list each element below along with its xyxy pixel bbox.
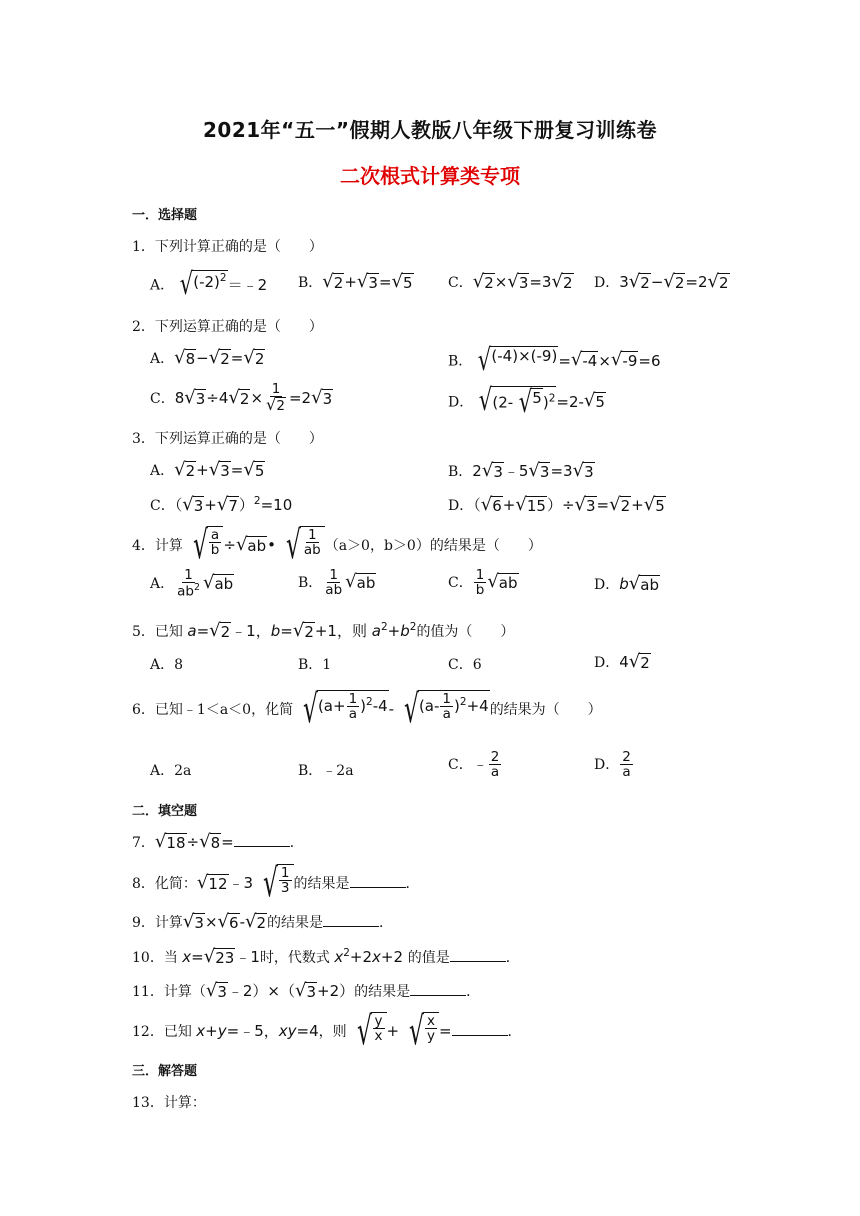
q3-option-c: C．（ √ 3 + √ 7 ）$^2$=10	[150, 493, 293, 515]
question-7: 7． √ 18 ÷ √ 8 = ．	[132, 830, 304, 852]
q6-option-a: A．2a	[150, 763, 192, 779]
answer-blank[interactable]	[452, 1023, 508, 1036]
question-11: 11．计算（ √ 3 ﹣2）×（ √ 3 +2）的结果是 ．	[132, 979, 481, 1001]
question-12: 12．已知 x+y=﹣5，xy=4，则 √ $\frac{y}{x}$ + √ $\frac{x}{y}$ = ．	[132, 1009, 522, 1054]
question-4-stem: 4．计算 √ $\frac{a}{b}$ ÷ √ ab • √ $\frac{1}{ab}$ （a＞0，b＞0）的结果是（ ）	[132, 523, 542, 568]
question-1-stem: 1．下列计算正确的是（ ）	[132, 239, 323, 255]
answer-blank[interactable]	[350, 875, 406, 888]
q4-option-b: B． $\frac{1}{ab}$ √ ab	[298, 567, 376, 599]
answer-blank[interactable]	[410, 983, 466, 996]
q5-option-c: C．6	[448, 657, 482, 673]
question-9: 9．计算 √ 3 × √ 6 - √ 2 的结果是 ．	[132, 910, 394, 932]
q6-option-b: B．﹣2a	[298, 763, 354, 779]
question-5-stem: 5．已知 a= √ 2 ﹣1，b= √ 2 +1，则 $a^2+b^2$的值为（ ）	[132, 619, 515, 641]
q6-option-d: D． $\frac{2}{a}$	[594, 749, 631, 781]
question-6-stem: 6．已知﹣1＜a＜0，化简 √ (a+ $\frac{1}{a}$ )$^2$-4 - √ (a- $\frac{1}{a}$ )$^2$+4 的结果为（ ）	[132, 687, 602, 732]
q1-option-a: A． √ $(-2)^2$ ＝﹣2	[150, 267, 268, 302]
question-3-stem: 3．下列运算正确的是（ ）	[132, 431, 323, 447]
q5-option-d: D．4 √ 2	[594, 650, 650, 672]
q5-option-a: A．8	[150, 657, 184, 673]
page-title: 2021年“五一”假期人教版八年级下册复习训练卷	[203, 118, 657, 142]
q6-option-c: C．﹣ $\frac{2}{a}$	[448, 749, 500, 781]
q1-option-b: B． √ 2 + √ 3 = √ 5	[298, 270, 413, 292]
section-heading-choice: 一．选择题	[132, 208, 198, 223]
q1-option-c: C． √ 2 × √ 3 =3 √ 2	[448, 270, 573, 292]
question-13-stem: 13．计算：	[132, 1095, 206, 1111]
section-heading-solve: 三．解答题	[132, 1064, 198, 1079]
answer-blank[interactable]	[234, 834, 290, 847]
q2-option-b: B． √ (-4)×(-9) = √ -4 × √ -9 =6	[448, 343, 661, 378]
answer-blank[interactable]	[450, 949, 506, 962]
q2-option-a: A． √ 8 − √ 2 = √ 2	[150, 346, 265, 368]
q2-option-c: C．8 √ 3 ÷4 √ 2 × 1 √ 2 =2 √ 3	[150, 381, 333, 415]
q5-option-b: B．1	[298, 657, 332, 673]
q1-option-d: D．3 √ 2 − √ 2 =2 √ 2	[594, 270, 729, 292]
q3-option-a: A． √ 2 + √ 3 = √ 5	[150, 458, 265, 480]
q4-option-c: C． $\frac{1}{b}$ √ ab	[448, 567, 518, 599]
question-8: 8．化简： √ 12 ﹣3 √ $\frac{1}{3}$ 的结果是 ．	[132, 861, 420, 906]
q4-option-a: A． $\frac{1}{ab^2}$ √ ab	[150, 567, 234, 600]
question-10: 10．当 x= √ 23 ﹣1时，代数式 $x^2+2x+2$ 的值是 ．	[132, 945, 520, 967]
question-2-stem: 2．下列运算正确的是（ ）	[132, 319, 323, 335]
q2-option-d: D． √ (2- √ 5 )$^2$ =2- √ 5	[448, 383, 605, 420]
answer-blank[interactable]	[323, 914, 379, 927]
section-heading-fill: 二．填空题	[132, 804, 198, 819]
q4-option-d: D．b √ ab	[594, 572, 659, 594]
q3-option-b: B．2 √ 3 ﹣5 √ 3 =3 √ 3	[448, 459, 594, 481]
page-subtitle: 二次根式计算类专项	[340, 164, 520, 188]
q3-option-d: D．（ √ 6 + √ 15 ）÷ √ 3 = √ 2 + √ 5	[448, 493, 665, 515]
